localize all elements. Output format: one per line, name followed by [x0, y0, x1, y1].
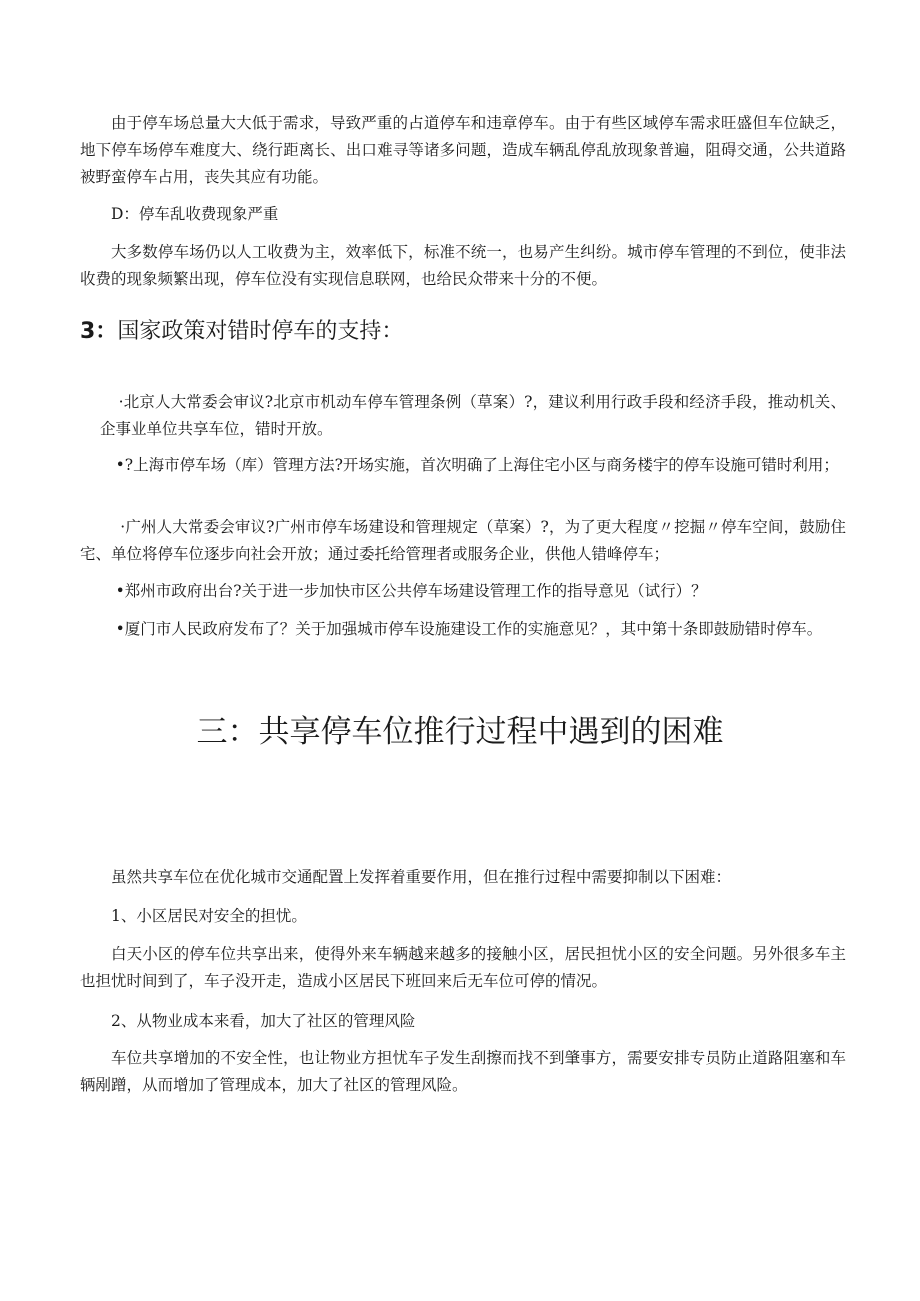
item-1-heading: 1、小区居民对安全的担忧。 [111, 907, 307, 925]
bullet-shanghai: •?上海市停车场（库）管理方法?开场实施，首次明确了上海住宅小区与商务楼宇的停车设施可错时利用； [115, 456, 839, 474]
item-2-text: 车位共享增加的不安全性，也让物业方担忧车子发生刮擦而找不到肇事方，需要安排专员防止道路阻塞和车辆剐蹭，从而增加了管理成本，加大了社区的管理风险。 [80, 1049, 846, 1094]
bullet-beijing: ·北京人大常委会审议?北京市机动车停车管理条例（草案）?，建议利用行政手段和经济手段，推动机关、企事业单位共享车位，错时开放。 [100, 393, 846, 438]
chapter-3-title: 三：共享停车位推行过程中遇到的困难 [196, 714, 724, 750]
paragraph-illegal-parking: 由于停车场总量大大低于需求，导致严重的占道停车和违章停车。由于有些区域停车需求旺盛但车位缺乏，地下停车场停车难度大、绕行距离长、出口难寻等诸多问题，造成车辆乱停乱放现象普遍，阻碍交通，公共道路被野蛮停车占用，丧失其应有功能。 [80, 114, 846, 186]
bullet-xiamen: •厦门市人民政府发布了？关于加强城市停车设施建设工作的实施意见？，其中第十条即鼓励错时停车。 [115, 620, 823, 638]
subheading-d: D：停车乱收费现象严重 [111, 205, 279, 223]
bullet-zhengzhou: •郑州市政府出台?关于进一步加快市区公共停车场建设管理工作的指导意见（试行）？ [115, 582, 707, 600]
paragraph-intro: 虽然共享车位在优化城市交通配置上发挥着重要作用，但在推行过程中需要抑制以下困难： [111, 868, 732, 886]
paragraph-fees: 大多数停车场仍以人工收费为主，效率低下，标准不统一，也易产生纠纷。城市停车管理的不到位，使非法收费的现象频繁出现，停车位没有实现信息联网，也给民众带来十分的不便。 [80, 243, 846, 288]
item-1-text: 白天小区的停车位共享出来，使得外来车辆越来越多的接触小区，居民担忧小区的安全问题。另外很多车主也担忧时间到了，车子没开走，造成小区居民下班回来后无车位可停的情况。 [80, 945, 846, 990]
item-2-heading: 2、从物业成本来看，加大了社区的管理风险 [111, 1012, 416, 1030]
bullet-guangzhou: ·广州人大常委会审议?广州市停车场建设和管理规定（草案）?，为了更大程度〃挖掘〃停车空间，鼓励住宅、单位将停车位逐步向社会开放；通过委托给管理者或服务企业，供他人错峰停车； [80, 518, 846, 563]
section-3-title: 国家政策对错时停车的支持： [117, 319, 404, 344]
section-3-heading [80, 316, 860, 348]
section-3-number: 3： [80, 319, 118, 344]
